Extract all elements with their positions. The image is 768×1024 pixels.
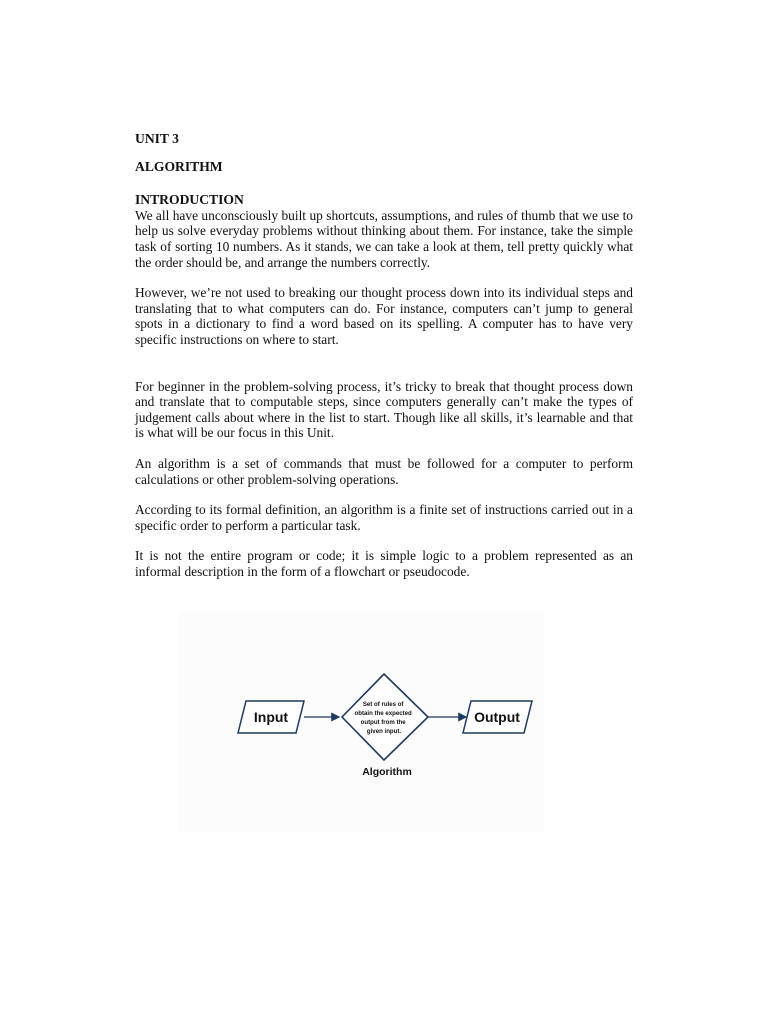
- algorithm-diagram: [178, 612, 544, 832]
- decision-line-3: output from the: [360, 719, 406, 726]
- paragraph-5: According to its formal definition, an algorithm is a finite set of instructions carried out in a specific order to perform a particular task.: [135, 502, 633, 533]
- algorithm-caption: Algorithm: [362, 766, 412, 778]
- paragraph-1: We all have unconsciously built up shortcuts, assumptions, and rules of thumb that we use to help us solve everyday problems without thinking about them. For instance, take the simple task of sorting 10 numbers. As it stands, we can take a look at them, tell pretty quickly what the order should be, and arrange the numbers correctly.: [135, 207, 633, 270]
- output-label: Output: [474, 709, 520, 725]
- paragraph-6: It is not the entire program or code; it is simple logic to a problem represented as an informal description in the form of a flowchart or pseudocode.: [135, 548, 633, 579]
- decision-line-2: obtain the expected: [354, 710, 412, 717]
- algorithm-decision-diamond: [342, 674, 428, 760]
- chapter-heading: ALGORITHM: [135, 158, 223, 174]
- introduction-heading: INTRODUCTION: [135, 192, 244, 208]
- document-body: [135, 131, 633, 579]
- paragraph-3: For beginner in the problem-solving process, it’s tricky to break that thought process down and translate that to computable steps, since computers generally can’t make the types of judgement calls about where in the list to start. Though like all skills, it’s learnable and that is what will be our focus in this Unit.: [135, 378, 633, 441]
- flow-diagram-svg: [178, 612, 544, 832]
- paragraph-4: An algorithm is a set of commands that must be followed for a computer to perform calculations or other problem-solving operations.: [135, 455, 633, 487]
- input-label: Input: [253, 709, 289, 725]
- decision-line-1: Set of rules of: [362, 701, 404, 708]
- decision-line-4: given input.: [366, 728, 402, 735]
- unit-heading: UNIT 3: [135, 131, 179, 146]
- paragraph-2: However, we’re not used to breaking our thought process down into its individual steps and translating that to what computers can do. For instance, computers can’t jump to general spots in a dictionary to find a word based on its spelling. A computer has to have very specific instructions on where to start.: [135, 285, 633, 347]
